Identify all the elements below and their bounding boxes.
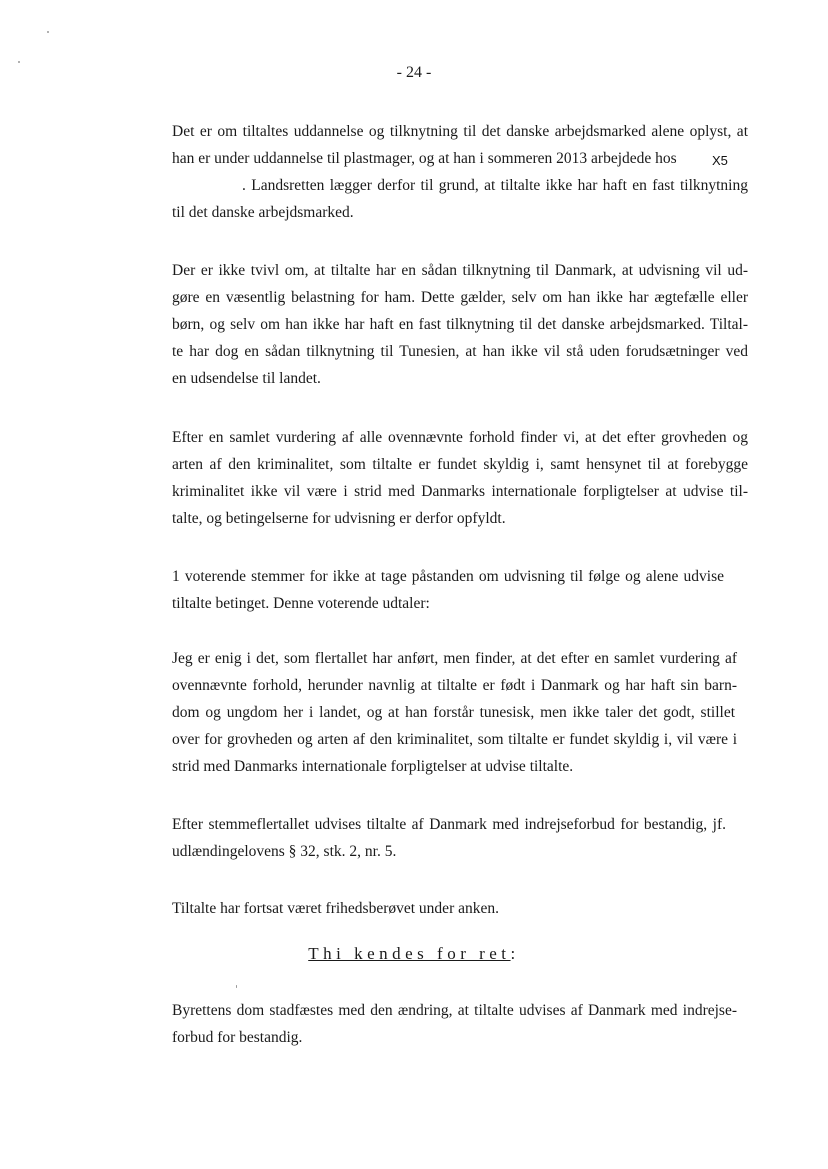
verdict-heading-text: Thi kendes for ret [308,944,511,963]
text-line: Efter stemmeflertallet udvises tiltalte af Danmark med indrejseforbud for bestandig, jf. [172,816,726,833]
text-line: Jeg er enig i det, som flertallet har anført, men finder, at det efter en samlet vurdering af [172,650,737,667]
text-line: børn, og selv om han ikke har haft en fast tilknytning til det danske arbejdsmarked. Tiltal- [172,316,748,333]
text-line: tiltalte betinget. Denne voterende udtaler: [172,595,430,612]
text-line: ovennævnte forhold, herunder navnlig at tiltalte er født i Danmark og har haft sin barn- [172,677,737,694]
text-line: over for grovheden og arten af den kriminalitet, som tiltalte er fundet skyldig i, vil være i [172,731,737,748]
verdict-heading [0,944,828,964]
text-line: . Landsretten lægger derfor til grund, at tiltalte ikke har haft en fast tilknytning [242,177,748,194]
text-line: til det danske arbejdsmarked. [172,204,354,221]
page-number: - 24 - [396,64,432,81]
verdict-heading-colon: : [510,944,520,963]
scan-speck [18,61,20,63]
text-line: Byrettens dom stadfæstes med den ændring, at tiltalte udvises af Danmark med indrejse- [172,1002,737,1019]
text-line: han er under uddannelse til plastmager, og at han i sommeren 2013 arbejdede hos [172,150,677,167]
text-line: udlændingelovens § 32, stk. 2, nr. 5. [172,843,397,860]
text-line: en udsendelse til landet. [172,370,321,387]
text-line: 1 voterende stemmer for ikke at tage påstanden om udvisning til følge og alene udvise [172,568,724,585]
text-line: gøre en væsentlig belastning for ham. Dette gælder, selv om han ikke har ægtefælle eller [172,289,748,306]
text-line: kriminalitet ikke vil være i strid med Danmarks internationale forpligtelser at udvise til- [172,483,748,500]
text-line: talte, og betingelserne for udvisning er derfor opfyldt. [172,510,506,527]
text-line: arten af den kriminalitet, som tiltalte er fundet skyldig i, samt hensynet til at forebygge [172,456,748,473]
text-line: Det er om tiltaltes uddannelse og tilknytning til det danske arbejdsmarked alene oplyst, at [172,123,748,140]
text-line: dom og ungdom her i landet, og at han forstår tunesisk, men ikke taler det godt, stillet [172,704,735,721]
paragraph-custody: Tiltalte har fortsat været frihedsberøvet under anken. [172,900,499,917]
redaction-marker: X5 [712,153,728,168]
text-line: Der er ikke tvivl om, at tiltalte har en sådan tilknytning til Danmark, at udvisning vil ud- [172,262,748,279]
text-line: strid med Danmarks internationale forpligtelser at udvise tiltalte. [172,758,574,775]
scan-speck [236,985,237,988]
text-line: Efter en samlet vurdering af alle ovennævnte forhold finder vi, at det efter grovheden og [172,429,748,446]
text-line: forbud for bestandig. [172,1029,303,1046]
scan-speck [47,31,49,33]
text-line: te har dog en sådan tilknytning til Tunesien, at han ikke vil stå uden forudsætninger ved [172,343,748,360]
